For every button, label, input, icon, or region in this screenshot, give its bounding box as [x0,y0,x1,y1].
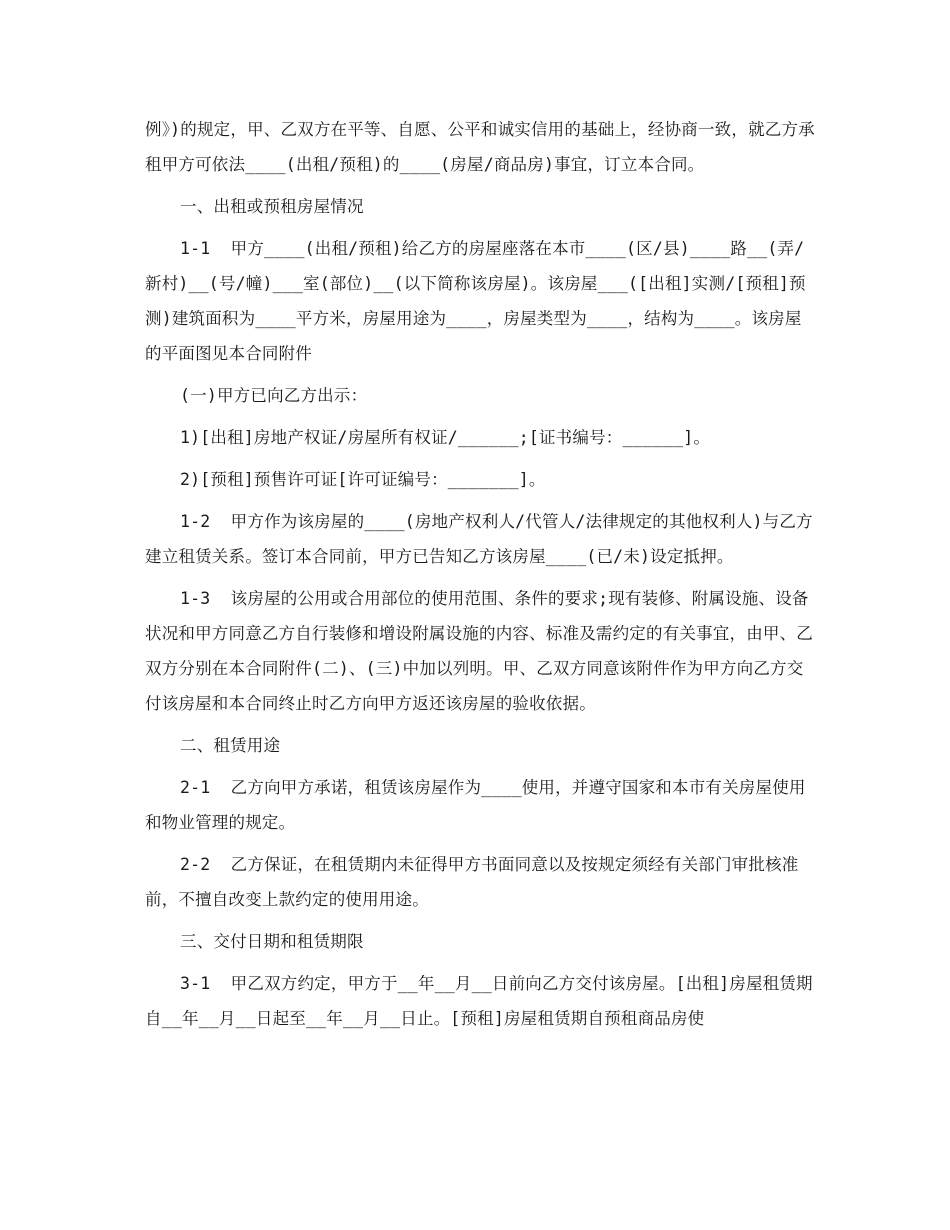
paragraph-intro-continued: 例》)的规定，甲、乙双方在平等、自愿、公平和诚实信用的基础上，经协商一致，就乙方承租甲方可依法____(出租/预租)的____(房屋/商品房)事宜，订立本合同。 [145,120,815,174]
clause-2-1: 2-1 乙方向甲方承诺，租赁该房屋作为____使用，并遵守国家和本市有关房屋使用和物业管理的规定。 [145,778,806,832]
clause-3-1: 3-1 甲乙双方约定，甲方于__年__月__日前向乙方交付该房屋。[出租]房屋租赁期自__年__月__日起至__年__月__日止。[预租]房屋租赁期自预租商品房使 [145,974,813,1028]
clause-1-3: 1-3 该房屋的公用或合用部位的使用范围、条件的要求;现有装修、附属设施、设备状况和甲方同意乙方自行装修和增设附属设施的内容、标准及需约定的有关事宜，由甲、乙双方分别在本合同附件(二)、(三)中加以列明。甲、乙双方同意该附件作为甲方向乙方交付该房屋和本合同终止时乙方向甲方返还该房屋的验收依据。 [145,589,813,713]
item-presale-permit: 2)[预租]预售许可证[许可证编号：_______]。 [180,470,546,489]
section-heading-2: 二、租赁用途 [180,736,281,755]
section-heading-1: 一、出租或预租房屋情况 [180,197,364,216]
document-body [145,112,815,1043]
clause-2-2: 2-2 乙方保证，在租赁期内未征得甲方书面同意以及按规定须经有关部门审批核准前，不擅自改变上款约定的使用用途。 [145,855,799,909]
item-property-certificate: 1)[出租]房地产权证/房屋所有权证/______;[证书编号：______]。 [180,428,711,447]
section-heading-3: 三、交付日期和租赁期限 [180,932,364,951]
clause-1-1: 1-1 甲方____(出租/预租)给乙方的房屋座落在本市____(区/县)____路__(弄/新村)__(号/幢)___室(部位)__(以下简称该房屋)。该房屋___([出租]实测/[预租]预测)建筑面积为____平方米，房屋用途为____，房屋类型为____，结构为____。该房屋的平面图见本合同附件 [145,239,806,363]
subsection-documents-shown: (一)甲方已向乙方出示： [180,386,368,405]
clause-1-2: 1-2 甲方作为该房屋的____(房地产权利人/代管人/法律规定的其他权利人)与乙方建立租赁关系。签订本合同前，甲方已告知乙方该房屋____(已/未)设定抵押。 [145,512,813,566]
